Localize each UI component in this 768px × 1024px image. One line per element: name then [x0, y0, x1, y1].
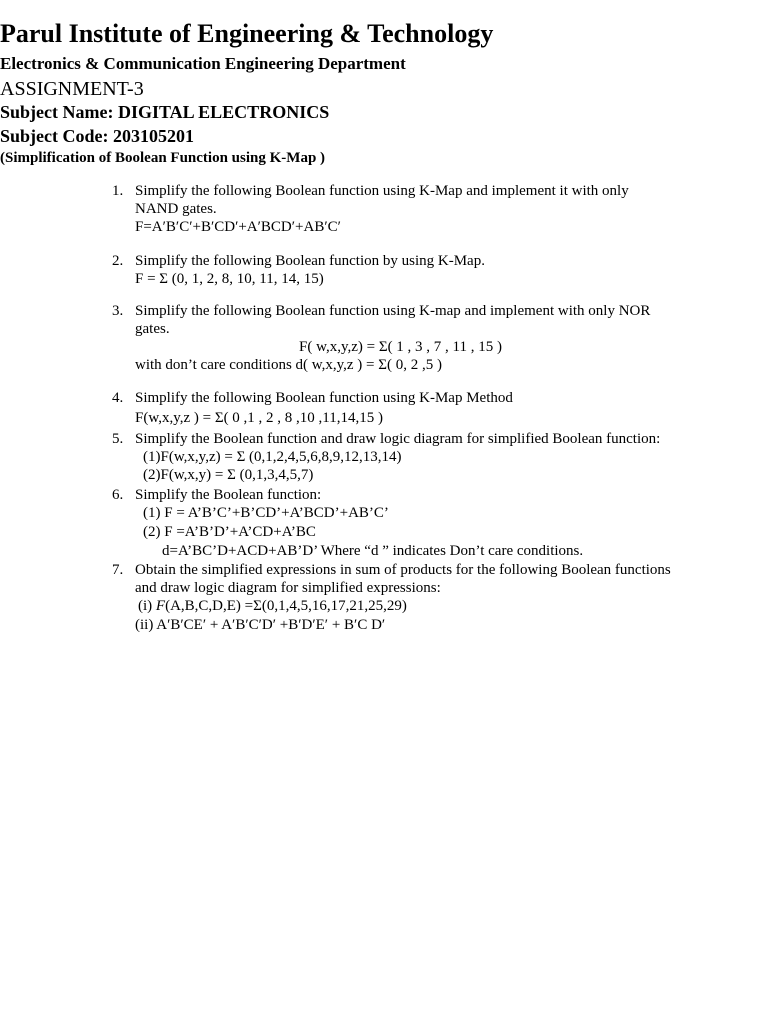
question-part-1: (1) F = A’B’C’+B’CD’+A’BCD’+AB’C’	[143, 505, 389, 521]
question-part-2: (ii) A′B′CE′ + A′B′C′D′ +B′D′E′ + B′C D′	[135, 617, 386, 633]
question-number: 1.	[112, 183, 124, 199]
question-1	[112, 182, 672, 236]
question-number: 3.	[112, 303, 124, 319]
question-number: 2.	[112, 253, 124, 269]
question-text: Simplify the following Boolean function using K-map and implement with only NOR gates.	[135, 303, 651, 337]
question-part-2: (2) F =A’B’D’+A’CD+A’BC	[143, 524, 316, 540]
question-2	[112, 252, 672, 288]
question-number: 4.	[112, 390, 124, 406]
question-part-1	[135, 597, 672, 615]
assignment-title: ASSIGNMENT-3	[0, 78, 144, 100]
function-f: F	[155, 598, 166, 614]
question-expression: F(w,x,y,z ) = Σ( 0 ,1 , 2 , 8 ,10 ,11,14,15 )	[135, 410, 383, 426]
question-number: 7.	[112, 562, 124, 578]
assignment-topic: (Simplification of Boolean Function using K-Map )	[0, 150, 326, 166]
question-text: Simplify the Boolean function:	[135, 487, 322, 503]
part-1-expression: (A,B,C,D,E) =Σ(0,1,4,5,16,17,21,25,29)	[165, 598, 407, 614]
question-number: 6.	[112, 487, 124, 503]
question-part-1: (1)F(w,x,y,z) = Σ (0,1,2,4,5,6,8,9,12,13,14)	[143, 449, 402, 465]
subject-code: Subject Code: 203105201	[0, 126, 194, 146]
dont-care-conditions: with don’t care conditions d( w,x,y,z ) = Σ( 0, 2 ,5 )	[135, 357, 442, 373]
question-text: Obtain the simplified expressions in sum of products for the following Boolean functions and draw logic diagram for simplified expressions:	[135, 562, 671, 596]
question-number: 5.	[112, 431, 124, 447]
question-7	[112, 561, 672, 634]
question-5	[112, 430, 672, 484]
question-expression: F( w,x,y,z) = Σ( 1 , 3 , 7 , 11 , 15 )	[299, 339, 502, 355]
question-part-2: (2)F(w,x,y) = Σ (0,1,3,4,5,7)	[143, 467, 314, 483]
question-text: Simplify the Boolean function and draw logic diagram for simplified Boolean function:	[135, 431, 661, 447]
question-expression: F = Σ (0, 1, 2, 8, 10, 11, 14, 15)	[135, 271, 324, 287]
question-3	[112, 302, 672, 374]
question-text: Simplify the following Boolean function by using K-Map.	[135, 253, 485, 269]
subject-name: Subject Name: DIGITAL ELECTRONICS	[0, 102, 330, 122]
question-text: Simplify the following Boolean function using K-Map Method	[135, 390, 513, 406]
part-1-prefix: (i)	[138, 598, 156, 614]
question-text: Simplify the following Boolean function using K-Map and implement it with only NAND gates.	[135, 183, 629, 217]
institute-title: Parul Institute of Engineering & Technology	[0, 19, 494, 48]
question-6	[112, 486, 672, 560]
question-4	[112, 389, 672, 427]
department-title: Electronics & Communication Engineering Department	[0, 54, 406, 73]
question-expression: F=A′B′C′+B′CD′+A′BCD′+AB′C′	[135, 219, 341, 235]
question-dont-care: d=A’BC’D+ACD+AB’D’ Where “d ” indicates Don’t care conditions.	[162, 543, 584, 559]
